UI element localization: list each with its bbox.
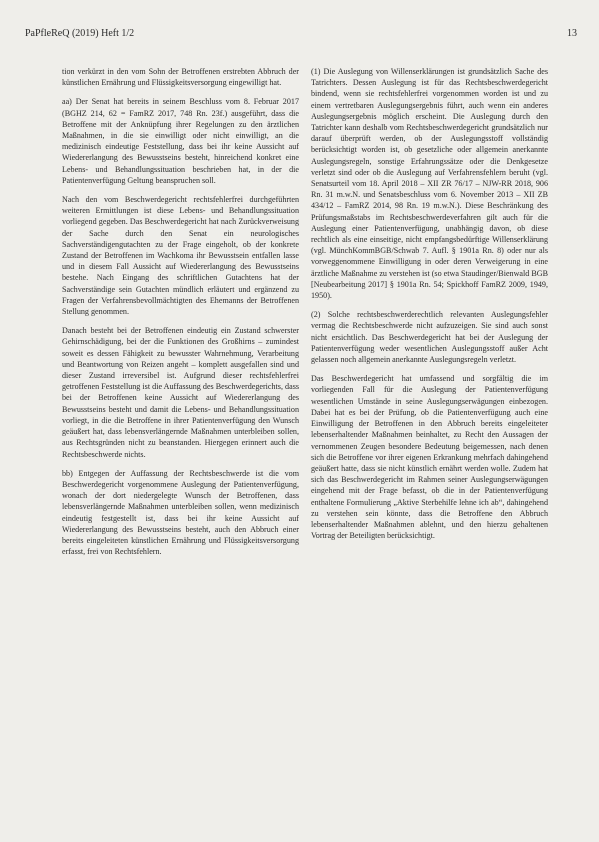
paragraph: Danach besteht bei der Betroffenen eindeutig ein Zustand schwerster Gehirnschädigung, bei der die Funktionen des Großhirns – zumindest soweit es dessen Fähigkeit zu bewusster Wahrnehmung, Verarbeitung und Beantwortung von Reizen angeht – komplett ausgefallen sind und dieser Zustand irreversibel ist. Aufgrund dieser rechtsfehlerfrei getroffenen Feststellung ist die Auffassung des Beschwerdegerichts, dass bei der Betroffenen keine Aussicht auf Wiedererlangung des Bewusstseins besteht und damit die Lebens- und Behandlungssituation vorliegt, in die die Betroffene in ihrer Patientenverfügung den Wunsch geäußert hat, dass lebensverlängernde Maßnahmen unterbleiben sollen, aus Rechtsgründen nicht zu beanstanden. Hiergegen erinnert auch die Rechtsbeschwerde nichts. [62, 326, 299, 459]
paragraph: (2) Solche rechtsbeschwerderechtlich relevanten Auslegungsfehler vermag die Rechtsbeschwerde nicht aufzuzeigen. Sie sind auch sonst nicht ersichtlich. Das Beschwerdegericht hat bei der Auslegung der Patientenverfügung weder wesentlichen Auslegungsstoff außer Acht gelassen noch allgemein anerkannte Auslegungsregeln verletzt. [311, 310, 548, 365]
right-column [311, 66, 548, 549]
left-column [62, 66, 299, 565]
journal-title: PaPfleReQ (2019) Heft 1/2 [25, 28, 135, 39]
paragraph: bb) Entgegen der Auffassung der Rechtsbeschwerde ist die vom Beschwerdegericht vorgenommene Auslegung der Patientenverfügung, wonach der dort niedergelegte Wunsch der Betroffenen, dass lebensverlängernde Maßnahmen unterbleiben sollen, wenn medizinisch eindeutig festgestellt ist, dass bei ihr keine Aussicht auf Wiedererlangung des Bewusstseins besteht, auch den Abbruch einer bereits eingeleiteten künstlichen Ernährung und Flüssigkeitsversorgung erfasst, frei von Rechtsfehlern. [62, 468, 299, 557]
paragraph: aa) Der Senat hat bereits in seinem Beschluss vom 8. Februar 2017 (BGHZ 214, 62 = FamRZ 2017, 748 Rn. 23f.) ausgeführt, dass die Betroffene mit der Anknüpfung ihrer Regelungen zu den ärztlichen Maßnahmen, in die sie einwilligt oder nicht einwilligt, an die medizinisch eindeutige Feststellung, dass bei ihr keine Aussicht auf Wiedererlangung des Bewusstseins besteht, hinreichend konkret eine Lebens- und Behandlungssituation beschrieben hat, in der die Patientenverfügung Geltung beanspruchen soll. [62, 97, 299, 185]
page-header [25, 28, 577, 48]
paragraph: Das Beschwerdegericht hat umfassend und sorgfältig die im vorliegenden Fall für die Auslegung der Patientenverfügung wesentlichen Umstände in seine Auslegungserwägungen einbezogen. Dabei hat es bei der Prüfung, ob die Patientenverfügung auch eine Einwilligung der Betroffenen in den Abbruch bereits eingeleiteter lebenserhaltender Maßnahmen beinhaltet, zu Recht den Aussagen der vernommenen Zeugen besondere Bedeutung beigemessen, nach denen sich die Betroffene vor ihrer eigenen Erkrankung mehrfach dahingehend geäußert hatte, dass sie nicht künstlich ernährt werden wolle. Zudem hat sich das Beschwerdegericht im Rahmen seiner Auslegungserwägungen eingehend mit der Frage befasst, ob die in der Patientenverfügung enthaltene Formulierung „Aktive Sterbehilfe lehne ich ab“, dahingehend zu verstehen sein könnte, dass die Betroffene den Abbruch lebenserhaltender Maßnahmen ablehnt, und den hierzu gehaltenen Vortrag der Beteiligten berücksichtigt. [311, 374, 548, 541]
paragraph: tion verkürzt in den vom Sohn der Betroffenen erstrebten Abbruch der künstlichen Ernährung und Flüssigkeitsversorgung eingewilligt hat. [62, 67, 299, 88]
page-number: 13 [567, 28, 577, 39]
paragraph: (1) Die Auslegung von Willenserklärungen ist grundsätzlich Sache des Tatrichters. Dessen Auslegung ist für das Rechtsbeschwerdegericht bindend, wenn sie rechtsfehlerfrei vorgenommen worden ist und zu einem vertretbaren Auslegungsergebnis führt, auch wenn ein anderes Auslegungsergebnis möglich erscheint. Die Auslegung durch den Tatrichter kann deshalb vom Rechtsbeschwerdegericht grundsätzlich nur darauf überprüft werden, ob der Auslegungsstoff vollständig berücksichtigt worden ist, ob gesetzliche oder allgemein anerkannte Auslegungsregeln, sonstige Erfahrungssätze oder die Denkgesetze verletzt sind oder ob die Auslegung auf Verfahrensfehlern beruht (vgl. Senatsurteil vom 18. April 2018 – XII ZR 76/17 – NJW-RR 2018, 906 Rn. 31 m.w.N. und Senatsbeschluss vom 6. November 2013 – XII ZB 434/12 – FamRZ 2014, 98 Rn. 19 m.w.N.). Diese Beschränkung des Prüfungsmaßstabs im Rechtsbeschwerdeverfahren gilt auch für die Auslegung einer Patientenverfügung, unabhängig davon, ob diese rechtlich als eine einseitige, nicht empfangsbedürftige Willenserklärung (vgl. MünchKommBGB/Schwab 7. Aufl. § 1901a Rn. 8) oder nur als vorweggenommene Einwilligung in oder deren Verweigerung in eine ärztliche Maßnahme zu verstehen ist (so etwa Staudinger/Bienwald BGB [Neubearbeitung 2017] § 1901a Rn. 54; Spickhoff FamRZ 2009, 1949, 1950). [311, 67, 548, 301]
paragraph: Nach den vom Beschwerdegericht rechtsfehlerfrei durchgeführten weiteren Ermittlungen ist diese Lebens- und Behandlungssituation vorliegend gegeben. Das Beschwerdegericht hat nach Zurückverweisung der Sache durch den Senat ein neurologisches Sachverständigengutachten zu der Frage eingeholt, ob der konkrete Zustand der Betroffenen im Wachkoma ihr Bewusstsein entfallen lasse und in diesem Fall Aussicht auf Wiedererlangung des Bewusstseins bestehe. Nach Eingang des schriftlichen Gutachtens hat der Sachverständige sein Gutachten mündlich erläutert und ergänzend zu Fragen der Verfahrensbevollmächtigten des Ehemanns der Betroffenen Stellung genommen. [62, 195, 299, 317]
